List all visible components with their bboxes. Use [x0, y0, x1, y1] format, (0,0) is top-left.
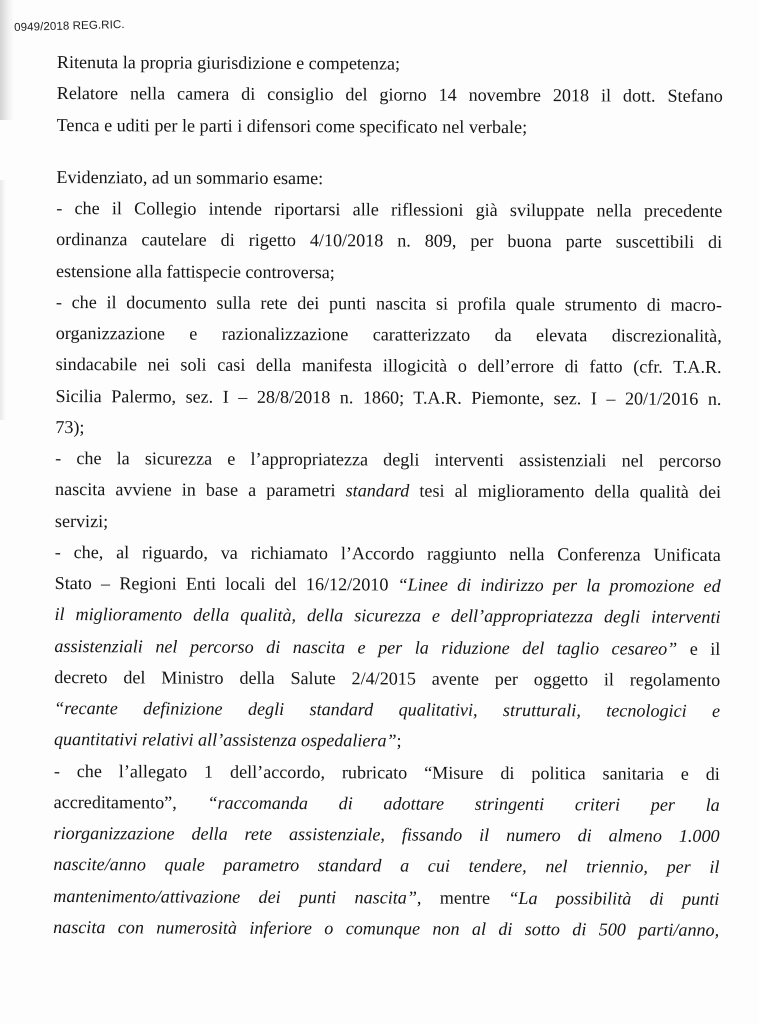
- text-segment: - che il documento sulla rete dei punti nascita si profila quale strumento di macro-: [55, 291, 722, 315]
- text-line: [53, 818, 719, 852]
- text-line: [56, 162, 722, 196]
- text-segment: ;: [396, 730, 402, 751]
- text-line: [57, 47, 723, 81]
- text-line: [56, 318, 722, 352]
- text-segment: Relatore nella camera di consiglio del giorno 14 novembre 2018 il dott. Stefano: [56, 83, 723, 107]
- text-line: [54, 787, 720, 821]
- text-line: [55, 537, 721, 571]
- text-segment: - che, al riguardo, va richiamato l’Accordo raggiunto nella Conferenza Unificata: [54, 541, 721, 565]
- italic-text-segment: standard: [345, 480, 410, 501]
- text-line: [56, 287, 722, 321]
- italic-text-segment: riorganizzazione della rete assistenziale, fissando il numero di almeno 1.000: [53, 822, 720, 846]
- italic-text-segment: il miglioramento della qualità, della sicurezza e dell’appropriatezza degli interventi: [54, 604, 721, 628]
- text-segment: accreditamento”,: [53, 791, 208, 813]
- text-line: [54, 599, 720, 633]
- text-segment: servizi;: [54, 510, 109, 531]
- text-segment: organizzazione e razionalizzazione caratterizzato da elevata discrezionalità,: [55, 322, 722, 346]
- italic-text-segment: “Linee di indirizzo per la promozione ed: [397, 574, 721, 596]
- italic-text-segment: “recante definizione degli standard qualitativi, strutturali, tecnologici e: [54, 697, 721, 721]
- text-segment: - che l’allegato 1 dell’accordo, rubricato “Misure di politica sanitaria e di: [53, 760, 720, 784]
- case-reference-header: 0949/2018 REG.RIC.: [14, 18, 125, 34]
- text-line: [57, 109, 723, 143]
- text-line: [53, 849, 719, 883]
- text-line: [55, 568, 721, 602]
- italic-text-segment: assistenziali nel percorso di nascita e per la riduzione del taglio cesareo”: [54, 635, 678, 659]
- text-segment: estensione alla fattispecie controversa;: [55, 260, 335, 282]
- text-line: [53, 912, 719, 946]
- italic-text-segment: quantitativi relativi all’assistenza ospedaliera”: [53, 729, 397, 751]
- text-line: [54, 662, 720, 696]
- scan-edge-shadow-lower: [0, 180, 6, 420]
- text-line: [56, 349, 722, 383]
- text-segment: decreto del Ministro della Salute 2/4/2015 avente per oggetto il regolamento: [54, 666, 721, 690]
- italic-text-segment: nascite/anno quale parametro standard a cui tendere, nel triennio, per il: [53, 854, 720, 878]
- text-segment: Stato – Regioni Enti locali del 16/12/2010: [54, 572, 398, 595]
- scan-edge-shadow: [0, 0, 14, 120]
- text-line: [55, 474, 721, 508]
- text-line: [55, 412, 721, 446]
- text-segment: e il: [677, 638, 721, 659]
- text-segment: - che il Collegio intende riportarsi alle riflessioni già sviluppate nella precedente: [56, 197, 723, 221]
- text-line: [54, 630, 720, 664]
- text-line: [55, 443, 721, 477]
- text-segment: Sicilia Palermo, sez. I – 28/8/2018 n. 1860; T.A.R. Piemonte, sez. I – 20/1/2016 n.: [55, 385, 722, 409]
- text-segment: sindacabile nei soli casi della manifesta illogicità o dell’errore di fatto (cfr. T.A.R.: [55, 354, 722, 378]
- text-line: [54, 755, 720, 789]
- text-line: [55, 380, 721, 414]
- text-segment: Ritenuta la propria giurisdizione e competenza;: [56, 51, 401, 74]
- text-line: [54, 724, 720, 758]
- paragraph-gap: [56, 141, 722, 165]
- text-line: [57, 78, 723, 112]
- text-line: [56, 224, 722, 258]
- text-segment: - che la sicurezza e l’appropriatezza degli interventi assistenziali nel percorso: [55, 447, 722, 471]
- text-segment: 73);: [55, 416, 85, 437]
- text-segment: nascita avviene in base a parametri: [55, 479, 346, 501]
- text-line: [56, 255, 722, 289]
- text-line: [56, 193, 722, 227]
- text-segment: , mentre: [416, 887, 509, 908]
- italic-text-segment: nascita con numerosità inferiore o comunque non al di sotto di 500 parti/anno,: [53, 916, 720, 940]
- text-segment: Tenca e uditi per le parti i difensori come specificato nel verbale;: [56, 114, 528, 137]
- text-segment: tesi al miglioramento della qualità dei: [409, 480, 722, 503]
- document-body: [53, 47, 723, 946]
- italic-text-segment: mantenimento/attivazione dei punti nascita”: [53, 885, 417, 908]
- italic-text-segment: “raccomanda di adottare stringenti criteri per la: [207, 792, 720, 815]
- text-segment: ordinanza cautelare di rigetto 4/10/2018 n. 809, per buona parte suscettibili di: [56, 229, 723, 253]
- italic-text-segment: “La possibilità di punti: [508, 887, 720, 909]
- text-segment: Evidenziato, ad un sommario esame:: [56, 166, 324, 188]
- text-line: [53, 880, 719, 914]
- text-line: [55, 505, 721, 539]
- text-line: [54, 693, 720, 727]
